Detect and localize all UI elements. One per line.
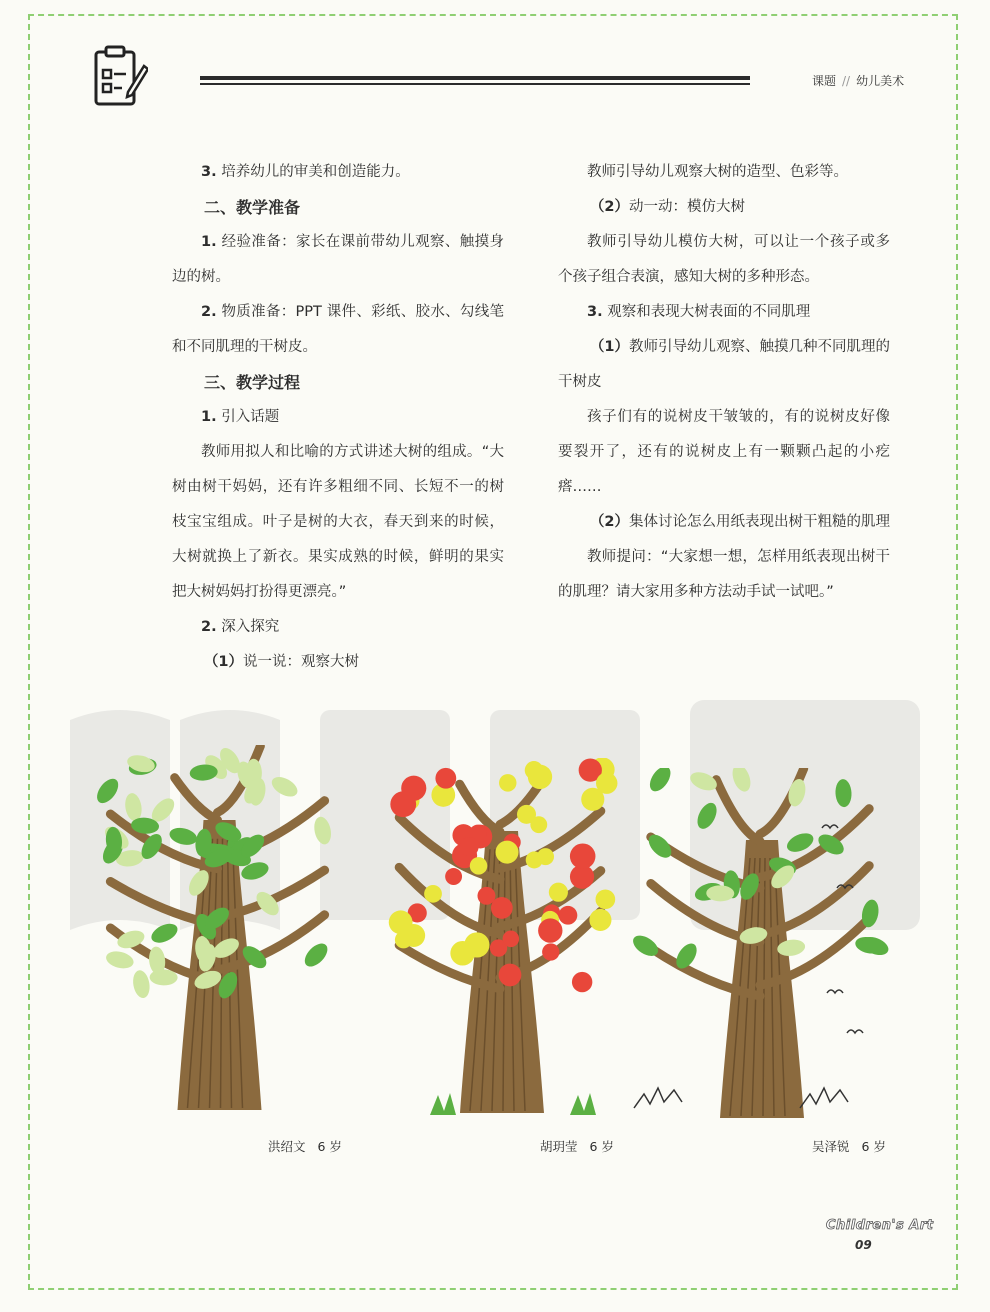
left-text-column: [172, 155, 504, 680]
fruit-dot: [528, 765, 552, 789]
fruit-dot: [559, 906, 578, 925]
grass-tuft: [570, 1093, 596, 1115]
leaf: [646, 768, 675, 795]
numbered-item: [172, 400, 504, 435]
numbered-item: [558, 295, 890, 330]
page-number: 09: [855, 1238, 872, 1252]
item-number: 2.: [201, 304, 217, 320]
item-number: 2.: [201, 619, 217, 635]
artist-age: 6 岁: [861, 1139, 886, 1154]
magazine-brand: Children's Art: [826, 1218, 934, 1233]
paragraph: 教师引导幼儿模仿大树，可以让一个孩子或多个孩子组合表演，感知大树的多种形态。: [558, 234, 890, 285]
leaf: [268, 773, 300, 801]
sub-item: [172, 645, 504, 680]
artist-name: 胡玥莹: [540, 1139, 578, 1154]
tree-branch: [175, 778, 218, 820]
item-text: 说一说：观察大树: [242, 654, 359, 670]
fruit-dot: [537, 848, 554, 865]
sub-item: [558, 330, 890, 400]
artwork-green-tree: [90, 745, 345, 1120]
artwork-caption: [540, 1137, 614, 1155]
fruit-dot: [549, 883, 568, 902]
item-number: （1）: [589, 339, 629, 355]
leaf: [312, 815, 333, 846]
header-section-tag: [812, 72, 904, 89]
fruit-dot: [517, 805, 536, 824]
leaf: [694, 800, 721, 832]
item-text: 动一动：模仿大树: [628, 199, 745, 215]
leaf: [835, 779, 852, 808]
fruit-dot: [445, 868, 462, 885]
leaf: [123, 792, 143, 822]
item-text: 培养幼儿的审美和创造能力。: [221, 164, 410, 180]
fruit-dot: [470, 857, 488, 875]
fruit-dot: [495, 841, 518, 864]
artist-name: 洪绍文: [268, 1139, 306, 1154]
fruit-dot: [499, 774, 516, 791]
artwork-fruit-tree: [380, 758, 620, 1123]
item-text: 深入探究: [221, 619, 280, 635]
paragraph: 孩子们有的说树皮干皱皱的，有的说树皮好像要裂开了，还有的说树皮上有一颗颗凸起的小疙瘩……: [558, 409, 890, 495]
item-text: 集体讨论怎么用纸表现出树干粗糙的肌理: [628, 514, 890, 530]
leaf: [148, 920, 180, 947]
item-text: 观察和表现大树表面的不同肌理: [607, 304, 811, 320]
numbered-item: [172, 610, 504, 645]
section-heading: 二、教学准备: [204, 198, 301, 217]
item-number: （1）: [203, 654, 243, 670]
tree-branch: [716, 780, 760, 842]
leaf: [93, 775, 123, 807]
fruit-dot: [390, 791, 416, 817]
fruit-dot: [589, 909, 611, 931]
fruit-dot: [477, 887, 495, 905]
artist-name: 吴泽锐: [812, 1139, 850, 1154]
item-number: 1.: [201, 234, 217, 250]
bird-doodle: [827, 990, 843, 993]
fruit-dot: [503, 931, 520, 948]
item-text: 经验准备：家长在课前带幼儿观察、触摸身边的树。: [172, 234, 505, 285]
paragraph: 教师提问：“大家想一想，怎样用纸表现出树干的肌理？请大家用多种方法动手试一试吧。”: [558, 549, 890, 600]
numbered-item: [172, 225, 504, 295]
item-number: （2）: [589, 514, 629, 530]
leaf: [301, 939, 332, 970]
item-number: 3.: [587, 304, 603, 320]
clipboard-edit-icon: [92, 44, 148, 108]
item-number: 1.: [201, 409, 217, 425]
artist-age: 6 岁: [317, 1139, 342, 1154]
sub-item: [558, 505, 890, 540]
fruit-dot: [538, 918, 562, 942]
fruit-dot: [435, 768, 456, 789]
paragraph: 教师用拟人和比喻的方式讲述大树的组成。“大树由树干妈妈，还有许多粗细不同、长短不一的树枝宝宝组成。叶子是树的大衣，春天到来的时候，大树就换上了新衣。果实成熟的时候，鲜明的果实把大树妈妈打扮得更漂亮。”: [172, 444, 504, 600]
fruit-dot: [450, 941, 475, 966]
item-number: 3.: [201, 164, 217, 180]
sub-item: [558, 190, 890, 225]
item-text: 引入话题: [221, 409, 280, 425]
bird-doodle: [847, 1030, 863, 1033]
section-heading: 三、教学过程: [204, 373, 301, 392]
item-text: 教师引导幼儿观察、触摸几种不同肌理的干树皮: [558, 339, 890, 390]
numbered-item: [172, 155, 504, 190]
leaf: [729, 768, 754, 794]
right-text-column: [558, 155, 890, 610]
fruit-dot: [424, 885, 442, 903]
header-rule: [200, 76, 750, 85]
artwork-sparse-tree: [630, 768, 890, 1128]
grass-tuft: [430, 1093, 456, 1115]
leaf: [104, 949, 135, 971]
fruit-dot: [499, 964, 522, 987]
item-text: 物质准备：PPT 课件、彩纸、胶水、勾线笔和不同肌理的干树皮。: [172, 304, 505, 355]
item-number: （2）: [589, 199, 629, 215]
artist-age: 6 岁: [589, 1139, 614, 1154]
fruit-dot: [542, 943, 559, 960]
fruit-dot: [596, 889, 616, 909]
leaf: [688, 769, 720, 794]
header-separator: //: [842, 74, 851, 88]
artwork-caption: [812, 1137, 886, 1155]
paragraph: 教师引导幼儿观察大树的造型、色彩等。: [587, 164, 848, 180]
fruit-dot: [596, 772, 617, 793]
leaf: [168, 825, 199, 847]
artwork-caption: [268, 1137, 342, 1155]
fruit-dot: [572, 972, 592, 992]
fruit-dot: [460, 837, 479, 856]
header-section: 课题: [812, 74, 837, 88]
leaf: [131, 969, 152, 999]
header-topic: 幼儿美术: [856, 74, 905, 88]
fruit-dot: [570, 843, 596, 869]
fruit-dot: [389, 910, 413, 934]
numbered-item: [172, 295, 504, 365]
bird-doodle: [822, 825, 838, 828]
